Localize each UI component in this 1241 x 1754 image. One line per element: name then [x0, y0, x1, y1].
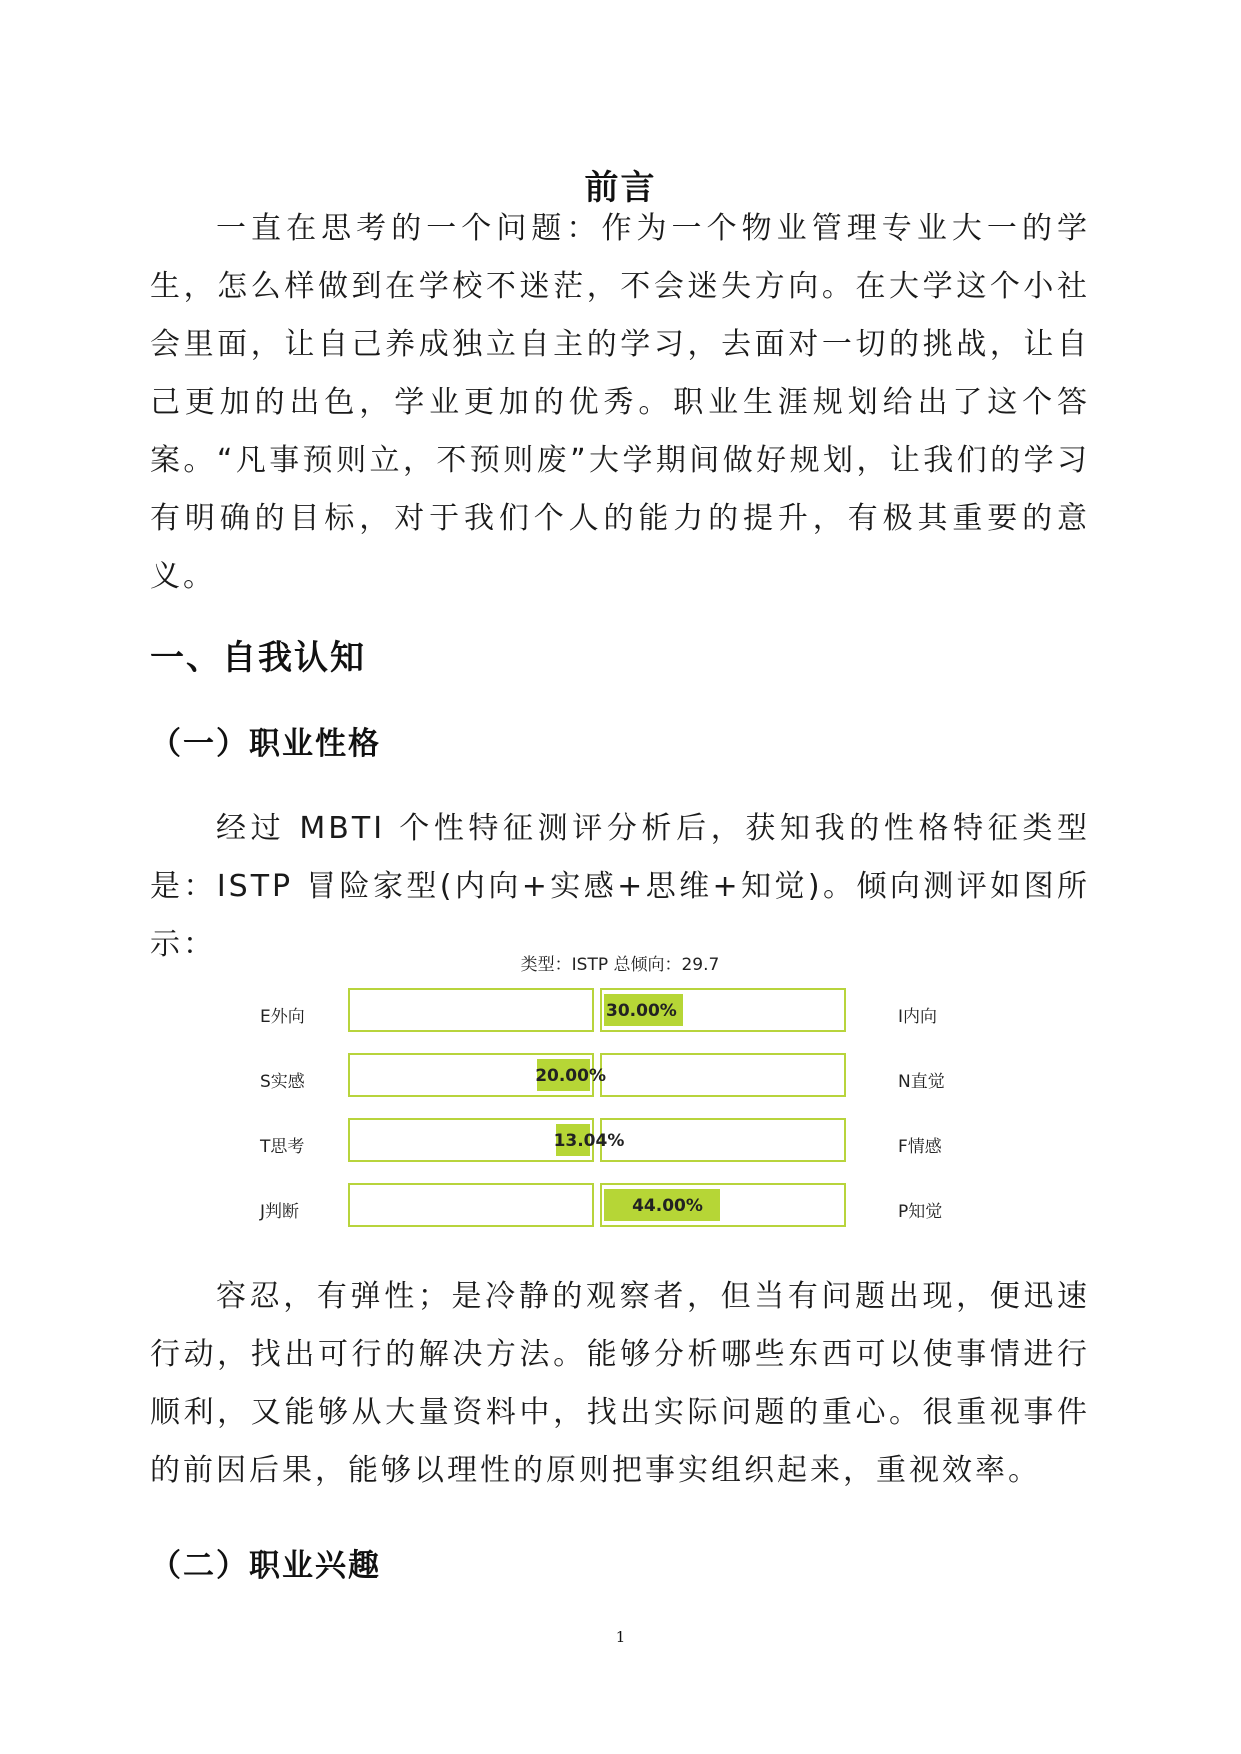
page-number: 1	[615, 1628, 626, 1646]
chart-left-track	[348, 988, 594, 1032]
chart-title: 类型：ISTP 总倾向：29.7	[520, 955, 720, 975]
chart-left-track	[348, 1183, 594, 1227]
chart-row	[230, 1183, 1010, 1231]
chart-right-label: N直觉	[898, 1072, 945, 1092]
chart-left-label: E外向	[260, 1007, 305, 1027]
chart-right-label: F情感	[898, 1137, 942, 1157]
subsection-heading-career-personality: （一）职业性格	[150, 726, 381, 762]
preface-paragraph: 一直在思考的一个问题：作为一个物业管理专业大一的学生，怎么样做到在学校不迷茫，不会迷失方向。在大学这个小社会里面，让自己养成独立自主的学习，去面对一切的挑战，让自己更加的出色，学业更加的优秀。职业生涯规划给出了这个答案。“凡事预则立，不预则废”大学期间做好规划，让我们的学习有明确的目标，对于我们个人的能力的提升，有极其重要的意义。	[150, 211, 1090, 594]
mbti-tendency-chart	[230, 950, 1010, 1250]
chart-value-label: 20.00%	[535, 1066, 606, 1086]
chart-row	[230, 1053, 1010, 1101]
personality-description-paragraph: 容忍，有弹性；是冷静的观察者，但当有问题出现，便迅速行动，找出可行的解决方法。能够分析哪些东西可以使事情进行顺利，又能够从大量资料中，找出实际问题的重心。很重视事件的前因后果，能够以理性的原则把事实组织起来，重视效率。	[150, 1279, 1090, 1488]
chart-right-label: P知觉	[898, 1202, 943, 1222]
chart-right-track	[600, 1053, 846, 1097]
section-heading-self-awareness: 一、自我认知	[150, 638, 366, 678]
chart-row	[230, 1118, 1010, 1166]
chart-left-label: S实感	[260, 1072, 305, 1092]
chart-right-track	[600, 1118, 846, 1162]
chart-right-label: I内向	[898, 1007, 938, 1027]
mbti-intro-paragraph: 经过 MBTI 个性特征测评分析后，获知我的性格特征类型是：ISTP 冒险家型(内向+实感+思维+知觉)。倾向测评如图所示：	[150, 811, 1090, 962]
chart-left-label: J判断	[260, 1202, 300, 1222]
chart-row	[230, 988, 1010, 1036]
chart-left-label: T思考	[260, 1137, 305, 1157]
preface-title: 前言	[584, 168, 657, 208]
chart-value-label: 13.04%	[553, 1131, 625, 1151]
chart-value-label: 30.00%	[606, 1001, 677, 1021]
chart-value-label: 44.00%	[632, 1196, 703, 1216]
subsection-heading-career-interest: （二）职业兴趣	[150, 1548, 381, 1584]
